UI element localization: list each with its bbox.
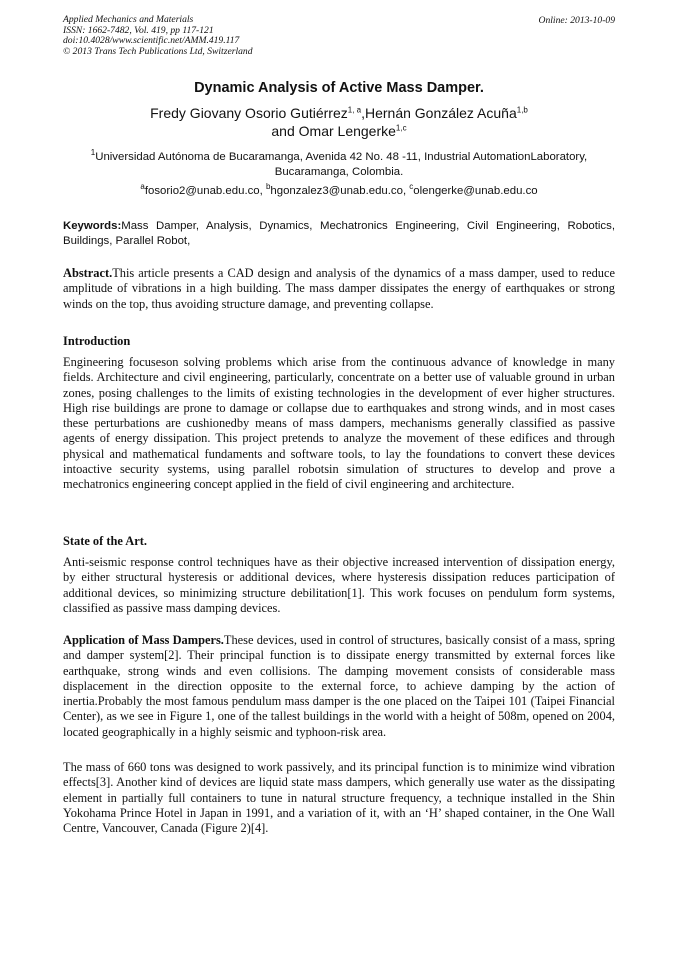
state-of-art-text: Anti-seismic response control techniques have as their objective increased intervention of dissipation energy, by either structural hysteresis or additional devices, where hysteresis dissipation reduces participation of additional devices, so minimizing structure debilitation[1]. This work focuses on pendulum form systems, classified as passive mass damping devices. — [63, 555, 615, 615]
affiliation-line-1: Universidad Autónoma de Bucaramanga, Avenida 42 No. 48 -11, Industrial AutomationLaboratory, — [95, 151, 588, 163]
keywords-label: Keywords: — [63, 220, 122, 232]
paper-title: Dynamic Analysis of Active Mass Damper. — [194, 80, 484, 96]
email-a[interactable]: fosorio2@unab.edu.co, — [144, 185, 266, 197]
email-b[interactable]: hgonzalez3@unab.edu.co, — [270, 185, 410, 197]
email-a-marker: a — [140, 182, 145, 192]
abstract-label: Abstract. — [63, 266, 113, 280]
application-label: Application of Mass Dampers. — [63, 633, 224, 647]
email-b-marker: b — [265, 182, 271, 192]
author-1-affil: 1, a — [347, 105, 362, 115]
journal-header — [63, 15, 253, 57]
copyright-line: © 2013 Trans Tech Publications Ltd, Switzerland — [63, 45, 253, 57]
author-emails — [63, 182, 615, 197]
introduction-text: Engineering focuseson solving problems which arise from the continuous advance of knowledge in many fields. Architecture and civil engineering, particularly, concentrate on a better use of valuable ground in urban zones, posing challenges to the limits of existing technologies in the development of ever higher structures. High rise buildings are prone to damage or collapse due to earthquakes and strong winds, and in most cases these perturbations are cushionedby means of mass dampers, mechanisms generally classified as passive agents of energy dissipation. This project pretends to analyze the movement of these edifices and through physical and mathematical fundaments and software tools, to lay the foundations to convert these devices intoactive security systems, using parallel robotsin simulation of structures to develop and prove a mechatronics engineering concept applied in the field of civil engineering and architecture. — [63, 355, 615, 492]
state-of-art-heading: State of the Art. — [63, 534, 147, 548]
author-2: ,Hernán González Acuña — [361, 105, 517, 121]
affiliation-line-2: Bucaramanga, Colombia. — [274, 165, 404, 178]
email-c[interactable]: olengerke@unab.edu.co — [413, 185, 538, 197]
keywords-text: Mass Damper, Analysis, Dynamics, Mechatronics Engineering, Civil Engineering, Robotics, Buildings, Parallel Robot, — [63, 220, 615, 247]
affiliation — [63, 150, 615, 179]
mass-paragraph: The mass of 660 tons was designed to work passively, and its principal function is to minimize wind vibration effects[3]. Another kind of devices are liquid state mass dampers, which generally use water as the dissipating element in partially full containers to tune in natural structure frequency, a technique installed in the Shin Yokohama Prince Hotel in Japan in 1991, and a variation of it, with an ‘H’ shaped container, in the One Wall Centre, Vancouver, Canada (Figure 2)[4]. — [63, 760, 615, 836]
introduction-heading: Introduction — [63, 334, 131, 348]
online-date: Online: 2013-10-09 — [538, 15, 615, 26]
issn-line: ISSN: 1662-7482, Vol. 419, pp 117-121 — [63, 24, 214, 36]
journal-name: Applied Mechanics and Materials — [63, 14, 194, 25]
abstract — [63, 266, 615, 312]
author-list — [63, 104, 615, 140]
author-2-affil: 1,b — [516, 105, 528, 115]
application-text: These devices, used in control of structures, basically consist of a mass, spring and damper system[2]. Their principal function is to dissipate energy transmitted by external forces like earthquake, strong winds and even collisions. The damping movement consists of considerable mass displacement in the direction opposite to the external force, to achieve damping by the action of inertia.Probably the most famous pendulum mass damper is the one placed on the Taipei 101 (Taipei Financial Center), as we see in Figure 1, one of the tallest buildings in the world with a height of 508m, opened on 2004, located geographically in a highly seismic and typhoon-risk area. — [63, 633, 615, 739]
author-3-affil: 1,c — [395, 123, 407, 133]
doi-line[interactable]: doi:10.4028/www.scientific.net/AMM.419.117 — [63, 35, 240, 46]
abstract-text: This article presents a CAD design and analysis of the dynamics of a mass damper, used to reduce amplitude of vibrations in a high building. The mass damper dissipates the energy of earthquakes or strong winds on the top, thus avoiding structure damage, and preventing collapse. — [63, 266, 615, 311]
author-3: and Omar Lengerke — [271, 123, 396, 139]
keywords — [63, 219, 615, 249]
email-c-marker: c — [409, 182, 414, 192]
affiliation-marker: 1 — [90, 148, 96, 158]
application-paragraph — [63, 633, 615, 740]
author-1: Fredy Giovany Osorio Gutiérrez — [150, 105, 348, 121]
